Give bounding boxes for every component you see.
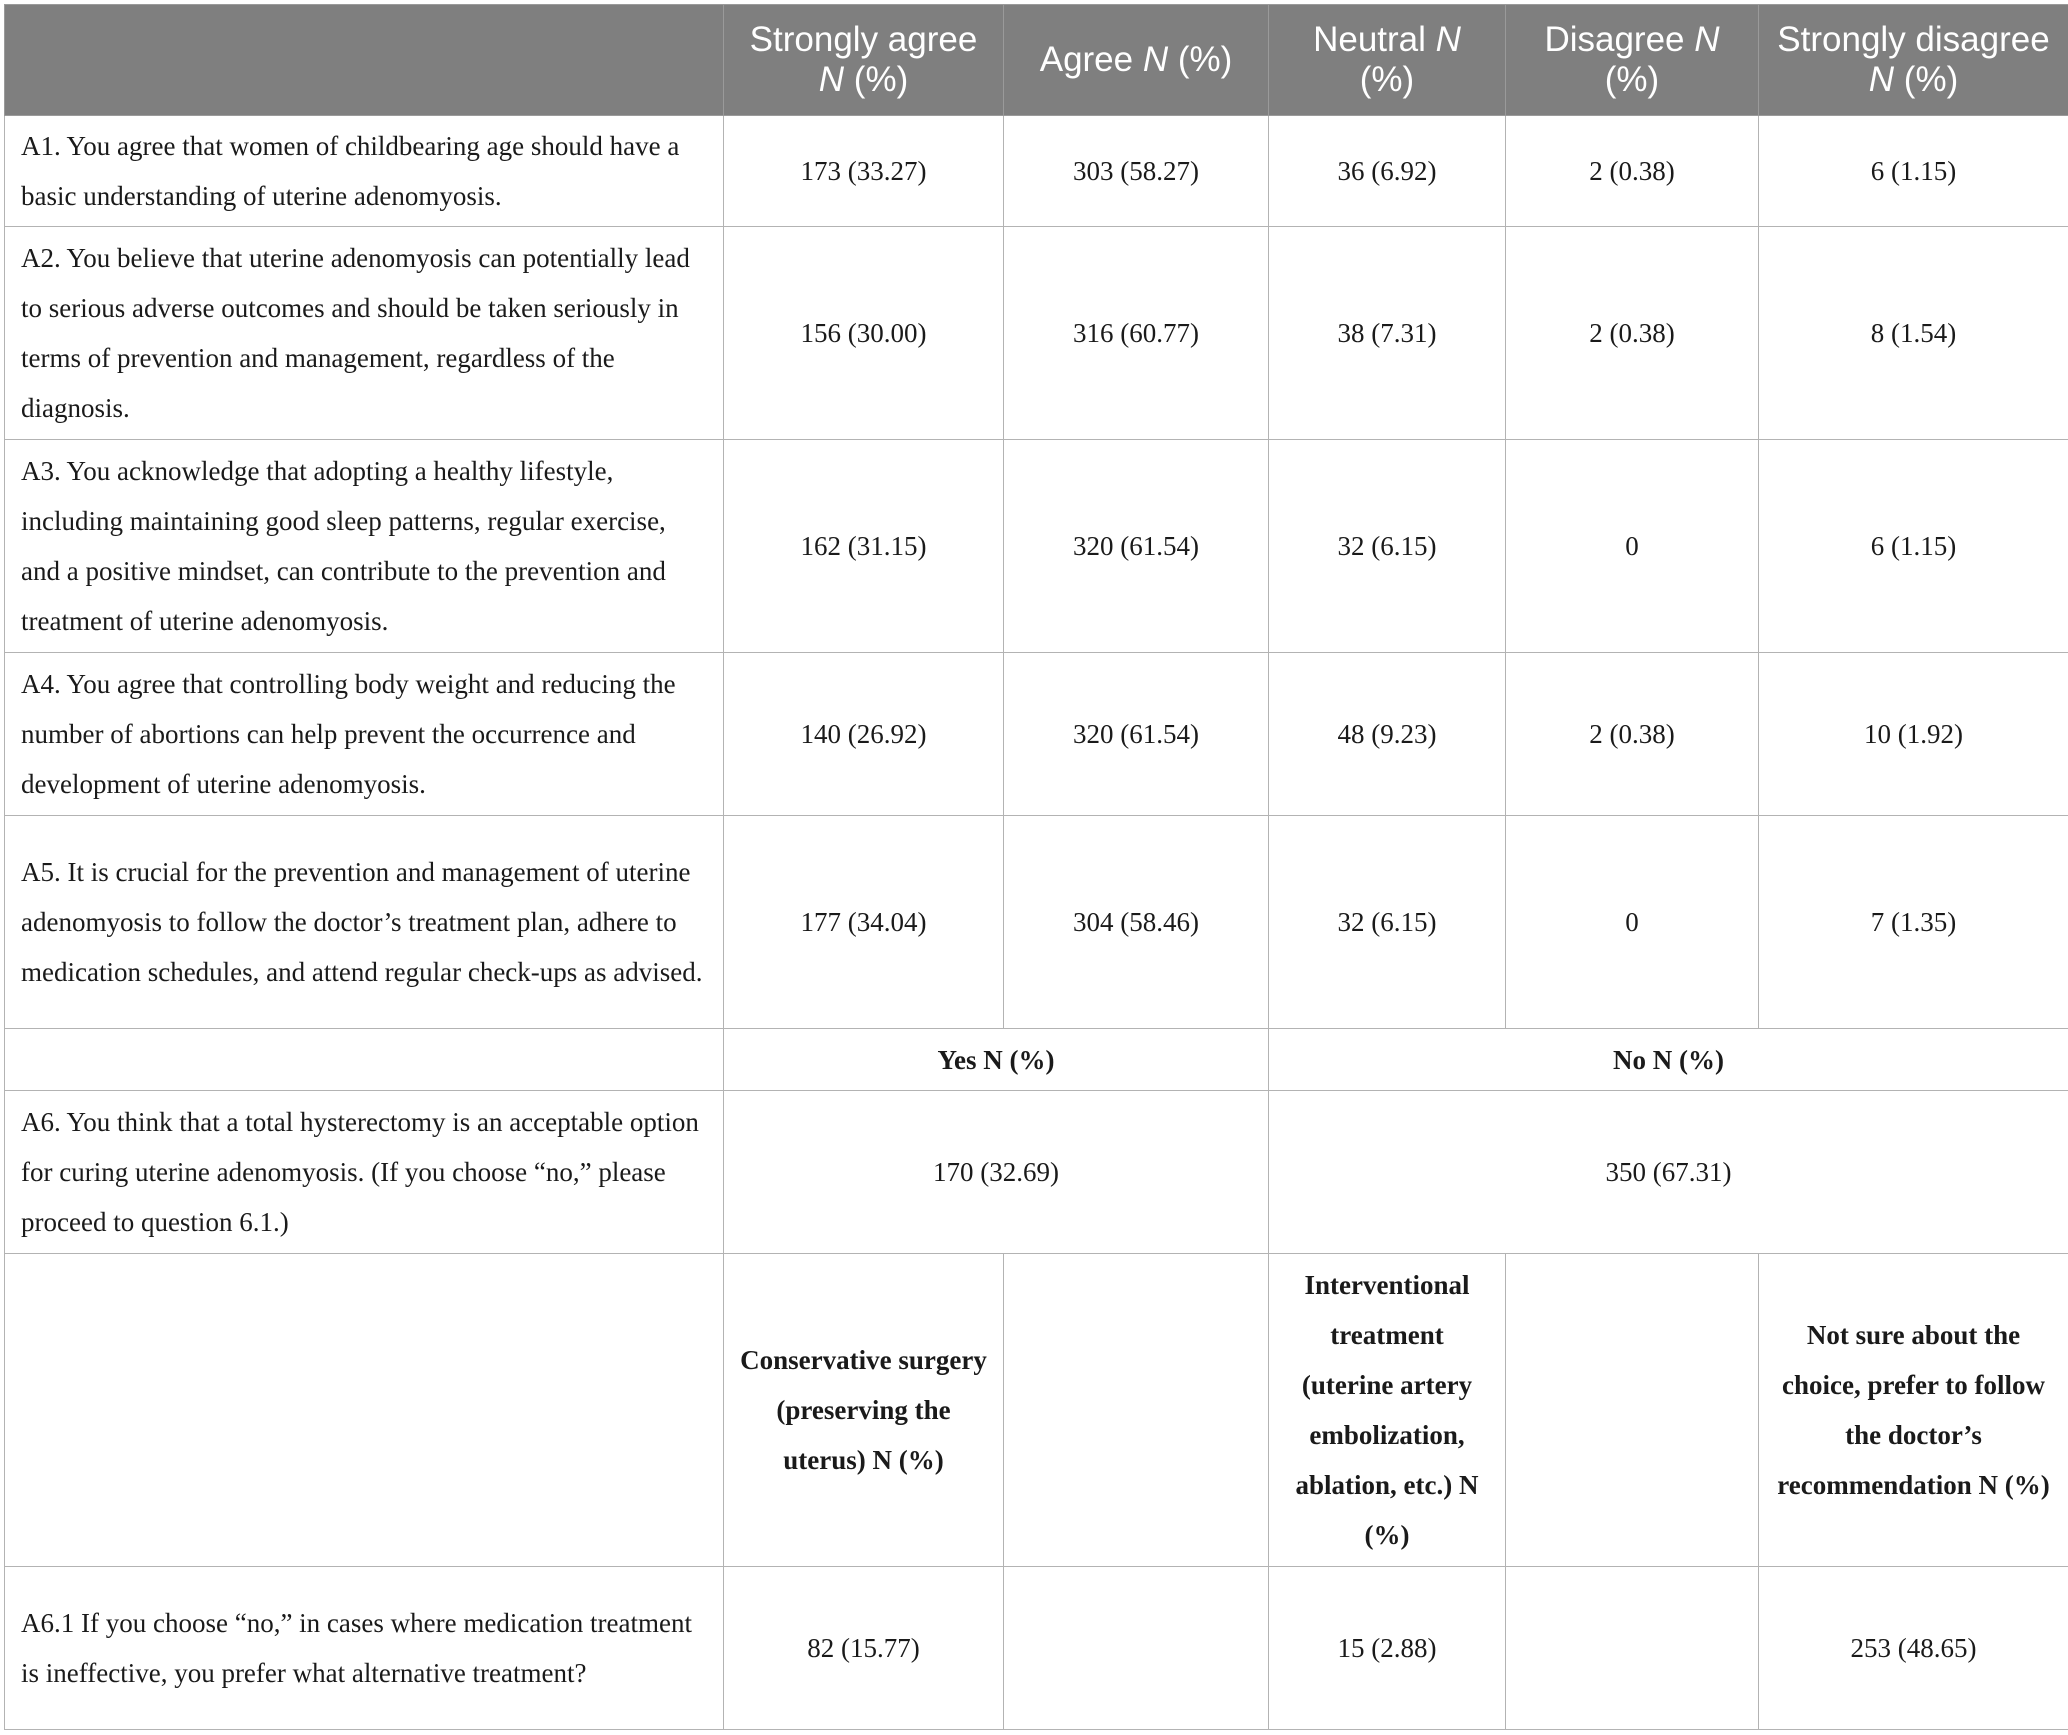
cell-agree: 303 (58.27) xyxy=(1004,116,1269,227)
cell-strongly-disagree: 8 (1.54) xyxy=(1759,227,2068,440)
cell-disagree: 2 (0.38) xyxy=(1506,116,1759,227)
header-row xyxy=(5,5,2068,116)
survey-table xyxy=(4,4,2068,1730)
table-row-a6 xyxy=(5,1091,2068,1254)
cell-not-sure: 253 (48.65) xyxy=(1759,1567,2068,1730)
cell-interventional: 15 (2.88) xyxy=(1269,1567,1506,1730)
cell-yes: 170 (32.69) xyxy=(724,1091,1269,1254)
table-row-a4 xyxy=(5,653,2068,816)
empty-cell xyxy=(1004,1567,1269,1730)
cell-strongly-agree: 173 (33.27) xyxy=(724,116,1004,227)
cell-neutral: 32 (6.15) xyxy=(1269,816,1506,1029)
cell-neutral: 32 (6.15) xyxy=(1269,440,1506,653)
cell-agree: 316 (60.77) xyxy=(1004,227,1269,440)
no-header: No N (%) xyxy=(1269,1028,2068,1090)
cell-strongly-agree: 140 (26.92) xyxy=(724,653,1004,816)
cell-strongly-disagree: 6 (1.15) xyxy=(1759,116,2068,227)
cell-no: 350 (67.31) xyxy=(1269,1091,2068,1254)
question-a6: A6. You think that a total hysterectomy is an acceptable option for curing uterine adenomyosis. (If you choose “no,” please proceed to question 6.1.) xyxy=(5,1091,724,1254)
table-row-a3 xyxy=(5,440,2068,653)
cell-neutral: 38 (7.31) xyxy=(1269,227,1506,440)
yes-header: Yes N (%) xyxy=(724,1028,1269,1090)
question-a2: A2. You believe that uterine adenomyosis can potentially lead to serious adverse outcomes and should be taken seriously in terms of prevention and management, regardless of the diagnosis. xyxy=(5,227,724,440)
cell-strongly-agree: 162 (31.15) xyxy=(724,440,1004,653)
empty-cell xyxy=(1506,1567,1759,1730)
cell-strongly-disagree: 6 (1.15) xyxy=(1759,440,2068,653)
header-strongly-agree: Strongly agree N (%) xyxy=(724,5,1004,116)
yes-no-header-row xyxy=(5,1028,2068,1090)
option-not-sure-header: Not sure about the choice, prefer to follow the doctor’s recommendation N (%) xyxy=(1759,1253,2068,1566)
cell-neutral: 48 (9.23) xyxy=(1269,653,1506,816)
header-question xyxy=(5,5,724,116)
cell-agree: 320 (61.54) xyxy=(1004,653,1269,816)
cell-strongly-disagree: 7 (1.35) xyxy=(1759,816,2068,1029)
cell-disagree: 0 xyxy=(1506,816,1759,1029)
cell-agree: 320 (61.54) xyxy=(1004,440,1269,653)
question-a6-1: A6.1 If you choose “no,” in cases where medication treatment is ineffective, you prefer what alternative treatment? xyxy=(5,1567,724,1730)
question-a5: A5. It is crucial for the prevention and management of uterine adenomyosis to follow the doctor’s treatment plan, adhere to medication schedules, and attend regular check-ups as advised. xyxy=(5,816,724,1029)
cell-strongly-disagree: 10 (1.92) xyxy=(1759,653,2068,816)
a61-options-header-row xyxy=(5,1253,2068,1566)
cell-conservative: 82 (15.77) xyxy=(724,1567,1004,1730)
cell-neutral: 36 (6.92) xyxy=(1269,116,1506,227)
option-interventional-header: Interventional treatment (uterine artery embolization, ablation, etc.) N (%) xyxy=(1269,1253,1506,1566)
table-row-a6-1 xyxy=(5,1567,2068,1730)
question-a1: A1. You agree that women of childbearing age should have a basic understanding of uterine adenomyosis. xyxy=(5,116,724,227)
header-agree: Agree N (%) xyxy=(1004,5,1269,116)
empty-cell xyxy=(1004,1253,1269,1566)
header-neutral: Neutral N (%) xyxy=(1269,5,1506,116)
cell-strongly-agree: 177 (34.04) xyxy=(724,816,1004,1029)
header-disagree: Disagree N (%) xyxy=(1506,5,1759,116)
table-row-a2 xyxy=(5,227,2068,440)
cell-disagree: 2 (0.38) xyxy=(1506,227,1759,440)
header-strongly-disagree: Strongly disagree N (%) xyxy=(1759,5,2068,116)
empty-cell xyxy=(1506,1253,1759,1566)
question-a3: A3. You acknowledge that adopting a healthy lifestyle, including maintaining good sleep patterns, regular exercise, and a positive mindset, can contribute to the prevention and treatment of uterine adenomyosis. xyxy=(5,440,724,653)
cell-disagree: 0 xyxy=(1506,440,1759,653)
empty-cell xyxy=(5,1253,724,1566)
cell-agree: 304 (58.46) xyxy=(1004,816,1269,1029)
question-a4: A4. You agree that controlling body weight and reducing the number of abortions can help prevent the occurrence and development of uterine adenomyosis. xyxy=(5,653,724,816)
option-conservative-header: Conservative surgery (preserving the uterus) N (%) xyxy=(724,1253,1004,1566)
table-row-a1 xyxy=(5,116,2068,227)
table-row-a5 xyxy=(5,816,2068,1029)
cell-disagree: 2 (0.38) xyxy=(1506,653,1759,816)
cell-strongly-agree: 156 (30.00) xyxy=(724,227,1004,440)
empty-cell xyxy=(5,1028,724,1090)
